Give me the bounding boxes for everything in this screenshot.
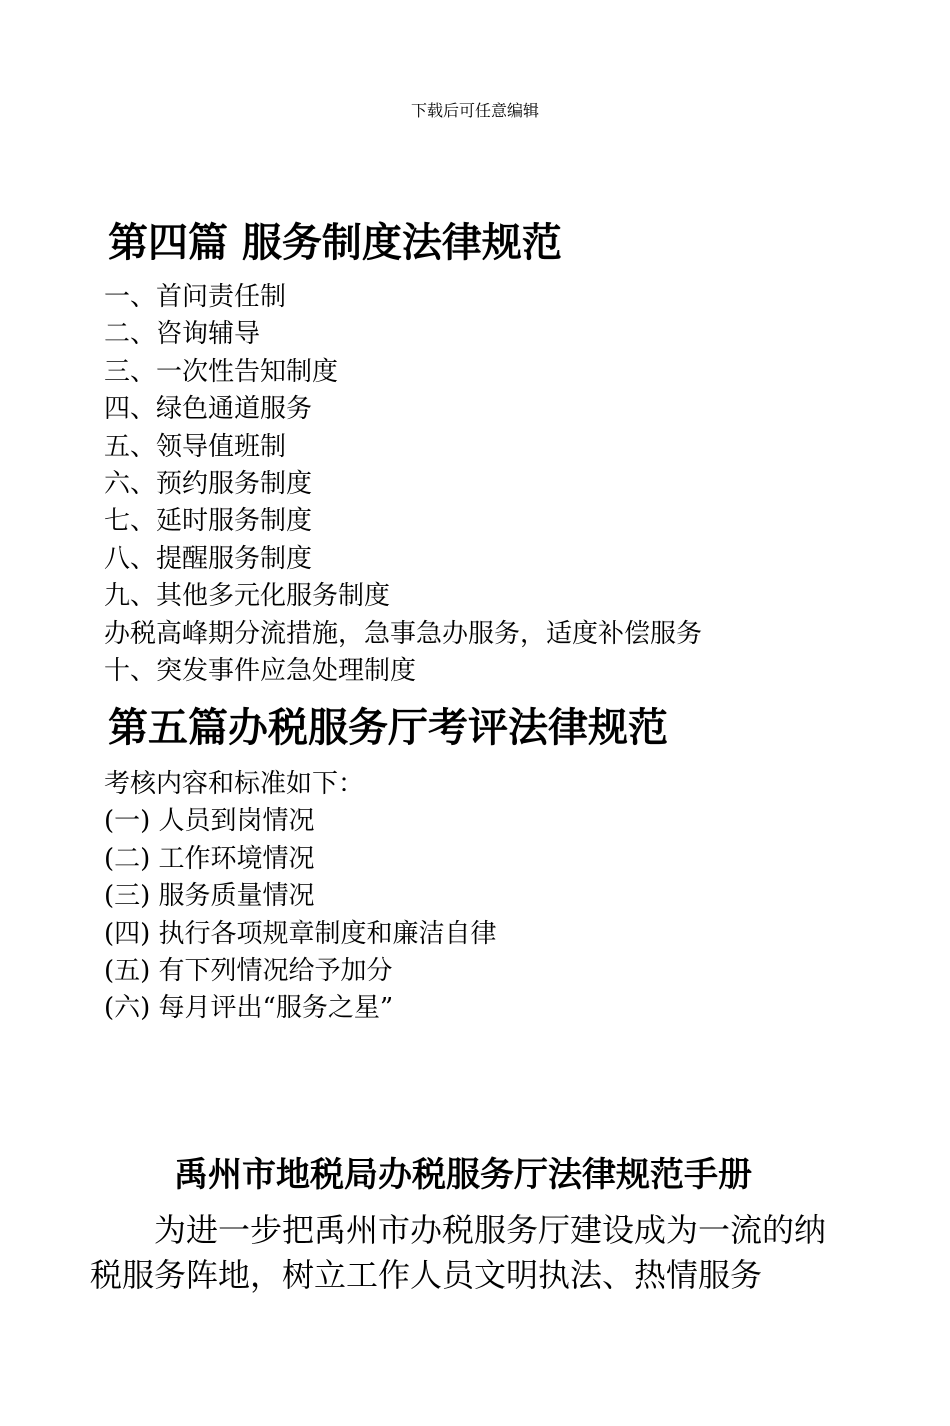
list-item: 四、绿色通道服务: [104, 394, 313, 425]
part5-title: 第五篇办税服务厅考评法律规范: [108, 705, 668, 751]
part4-title: 第四篇 服务制度法律规范: [108, 220, 562, 266]
list-item: (一) 人员到岗情况: [104, 806, 315, 837]
list-item: 九、其他多元化服务制度: [104, 581, 391, 612]
list-item: 考核内容和标准如下：: [104, 769, 365, 799]
list-item: 六、预约服务制度: [104, 468, 313, 499]
list-item: (二) 工作环境情况: [104, 843, 315, 874]
list-item: 一、首问责任制: [104, 282, 287, 312]
list-item: (四) 执行各项规章制度和廉洁自律: [104, 918, 497, 949]
manual-intro-paragraph: 为进一步把禹州市办税服务厅建设成为一流的纳税服务阵地，树立工作人员文明执法、热情服务: [90, 1211, 827, 1294]
list-item: 八、提醒服务制度: [104, 543, 313, 574]
list-item: 十、突发事件应急处理制度: [104, 655, 417, 686]
list-item: 二、咨询辅导: [104, 319, 261, 350]
page-header-note: 下载后可任意编辑: [410, 101, 539, 120]
part5-item-list: [104, 766, 497, 1028]
list-item: (六) 每月评出“服务之星”: [104, 993, 394, 1024]
list-item: 办税高峰期分流措施，急事急办服务，适度补偿服务: [104, 618, 703, 649]
part4-item-list: [104, 279, 702, 690]
list-item: 三、一次性告知制度: [104, 356, 339, 387]
manual-title: 禹州市地税局办税服务厅法律规范手册: [174, 1155, 752, 1195]
list-item: 七、延时服务制度: [104, 506, 313, 537]
list-item: (三) 服务质量情况: [104, 881, 315, 912]
list-item: 五、领导值班制: [104, 431, 287, 462]
list-item: (五) 有下列情况给予加分: [104, 955, 393, 986]
